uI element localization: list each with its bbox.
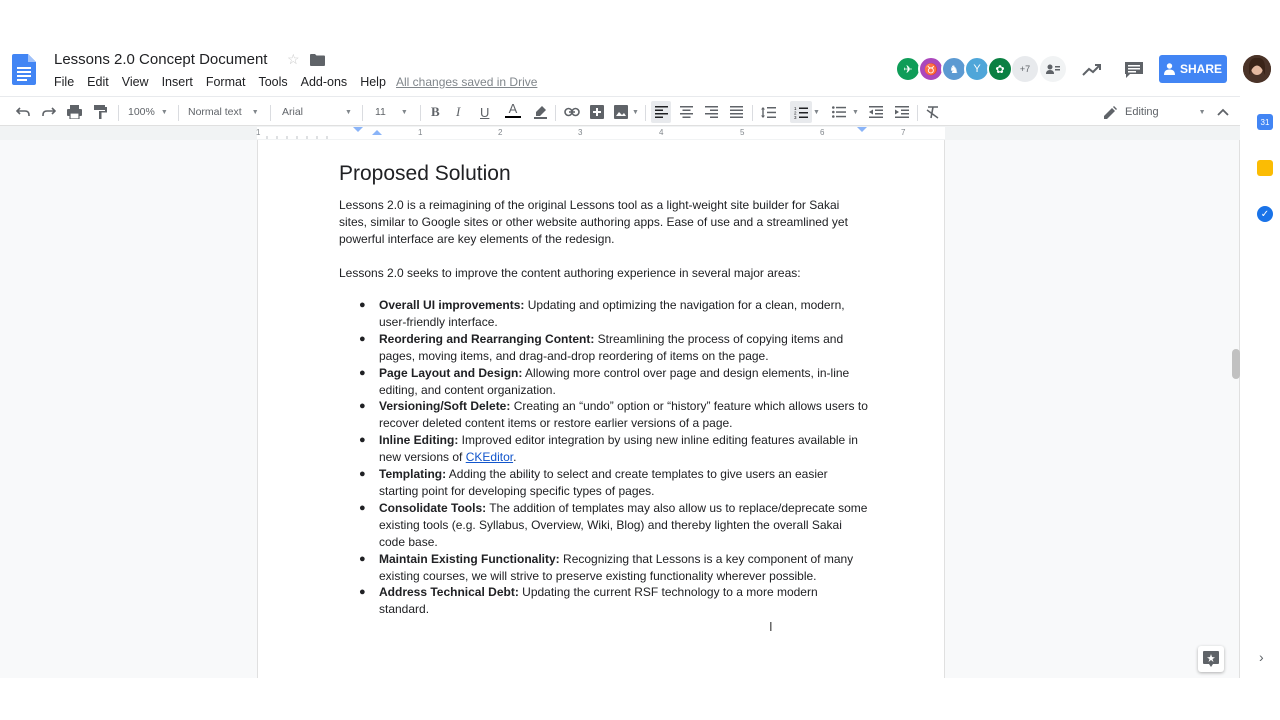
section-heading[interactable]: Proposed Solution (339, 162, 511, 185)
editing-mode-value: Editing (1125, 106, 1159, 118)
paragraph-style-dropdown[interactable] (188, 104, 259, 120)
ckeditor-link[interactable]: CKEditor (465, 450, 514, 465)
bold-icon[interactable]: B (431, 104, 440, 119)
italic-icon[interactable]: I (456, 104, 461, 119)
toolbar-divider (362, 105, 363, 121)
paint-format-icon[interactable] (94, 104, 107, 120)
caret-down-icon: ▼ (852, 108, 859, 116)
bottom-area (0, 678, 1280, 720)
menu-insert[interactable]: Insert (161, 75, 193, 89)
pencil-icon (1104, 106, 1117, 119)
side-panel (1241, 96, 1280, 678)
underline-icon[interactable]: U (480, 104, 490, 120)
ruler-page-area (257, 127, 945, 139)
collaborator-avatar[interactable]: ✿ (987, 56, 1013, 82)
menu-bar (54, 75, 399, 89)
collaborator-avatar[interactable]: Y (964, 56, 990, 82)
font-family-dropdown[interactable] (282, 104, 352, 120)
align-center-icon[interactable] (680, 104, 693, 120)
areas-intro-paragraph[interactable]: Lessons 2.0 seeks to improve the content authoring experience in several major areas: (339, 266, 801, 280)
top-margin (0, 0, 1280, 46)
document-title[interactable]: Lessons 2.0 Concept Document (54, 51, 268, 68)
menu-file[interactable]: File (54, 75, 75, 89)
menu-view[interactable]: View (121, 75, 149, 89)
comments-icon[interactable] (1123, 60, 1145, 80)
ruler-number: 1 (418, 128, 423, 137)
decrease-indent-icon[interactable] (869, 104, 883, 120)
ruler-number: 3 (578, 128, 583, 137)
insert-comment-icon[interactable] (590, 104, 604, 120)
undo-icon[interactable] (16, 104, 30, 120)
share-label: SHARE (1179, 62, 1222, 76)
star-icon[interactable]: ☆ (287, 51, 300, 67)
intro-paragraph[interactable]: Lessons 2.0 is a reimagining of the original Lessons tool as a light-weight site builder for Sakai sites, similar to Google sites or other website authoring apps. Ease of use and a streamlined yet powerful interface are key elements of the redesign. (339, 198, 848, 246)
align-right-icon[interactable] (705, 104, 718, 120)
collaborator-avatar[interactable]: ✈ (895, 56, 921, 82)
share-button[interactable] (1159, 55, 1227, 83)
list-item[interactable]: ● Page Layout and Design: Allowing more control over page and design elements, in-line editing, and content organization. (359, 365, 850, 397)
caret-down-icon: ▼ (345, 108, 352, 116)
menu-format[interactable]: Format (205, 75, 246, 89)
svg-text:2: 2 (794, 110, 797, 115)
toolbar-divider (118, 105, 119, 121)
collaborator-avatar[interactable]: ♞ (941, 56, 967, 82)
ruler-number: 2 (498, 128, 503, 137)
increase-indent-icon[interactable] (895, 104, 909, 120)
calendar-icon[interactable]: 31 (1257, 114, 1273, 130)
list-item[interactable]: ● Maintain Existing Functionality: Recognizing that Lessons is a key component of many existing courses, we will strive to preserve existing functionality wherever possible. (359, 551, 854, 583)
menu-tools[interactable]: Tools (258, 75, 288, 89)
toolbar-divider (178, 105, 179, 121)
ruler-number: 5 (740, 128, 745, 137)
collapse-menu-icon[interactable] (1217, 104, 1229, 120)
toolbar-divider (270, 105, 271, 121)
list-item[interactable]: ● Inline Editing: Improved editor integration by using new inline editing features available in new versions of CKEditor. (359, 433, 858, 465)
insert-image-icon[interactable] (614, 104, 639, 120)
line-spacing-icon[interactable] (761, 104, 776, 120)
bulleted-list-icon[interactable] (832, 104, 859, 120)
svg-text:3: 3 (794, 114, 797, 119)
caret-down-icon: ▼ (400, 108, 408, 116)
person-icon (1164, 63, 1175, 75)
menu-edit[interactable]: Edit (87, 75, 109, 89)
document-canvas (0, 140, 1240, 678)
google-docs-logo-icon[interactable] (12, 54, 36, 85)
caret-down-icon: ▼ (251, 108, 259, 116)
menu-help[interactable]: Help (360, 75, 386, 89)
ruler-number: 4 (659, 128, 664, 137)
ruler-number: 1 (256, 128, 261, 137)
vertical-scrollbar[interactable] (1232, 349, 1240, 379)
explore-button[interactable] (1198, 646, 1224, 672)
zoom-dropdown[interactable] (128, 104, 168, 120)
numbered-list-icon[interactable] (790, 101, 812, 123)
toolbar-divider (555, 105, 556, 121)
align-left-icon[interactable] (651, 101, 671, 123)
list-item[interactable]: ● Templating: Adding the ability to select and create templates to give users an easier starting point for developing specific types of pages. (359, 467, 828, 498)
tasks-icon[interactable]: ✓ (1257, 206, 1273, 222)
collaborator-avatar[interactable]: ♉ (918, 56, 944, 82)
print-icon[interactable] (67, 104, 82, 120)
ruler-number: 6 (820, 128, 825, 137)
toolbar-divider (917, 105, 918, 121)
list-item[interactable]: ● Address Technical Debt: Updating the current RSF technology to a more modern standard. (359, 585, 818, 617)
expand-panel-icon[interactable]: › (1259, 649, 1264, 665)
more-collaborators-badge[interactable]: +7 (1012, 56, 1038, 82)
list-item[interactable]: ● Versioning/Soft Delete: Creating an “undo” option or “history” feature which allows users to recover deleted content items or restore earlier versions of a page. (359, 399, 868, 431)
saved-status[interactable]: All changes saved in Drive (396, 75, 538, 89)
font-family-value: Arial (282, 106, 304, 118)
list-item[interactable]: ● Reordering and Rearranging Content: Streamlining the process of copying items and pages, moving items, and drag-and-drop reordering of items on the page. (359, 331, 844, 363)
folder-icon[interactable] (310, 54, 325, 66)
explore-icon (1203, 651, 1219, 667)
account-avatar[interactable] (1243, 55, 1271, 83)
toolbar-divider (645, 105, 646, 121)
paragraph-style-value: Normal text (188, 106, 242, 118)
align-justify-icon[interactable] (730, 104, 743, 120)
ruler (0, 126, 1240, 140)
improvement-areas-list (339, 297, 869, 618)
redo-icon[interactable] (42, 104, 56, 120)
highlight-color-icon[interactable] (534, 104, 547, 120)
font-size-dropdown[interactable] (375, 104, 408, 120)
toolbar-divider (752, 105, 753, 121)
text-cursor-icon: I (769, 619, 773, 634)
caret-down-icon: ▼ (632, 108, 639, 116)
caret-down-icon: ▼ (1198, 108, 1206, 116)
caret-down-icon: ▼ (160, 108, 168, 116)
collaborator-avatars (895, 56, 1066, 82)
formatting-toolbar (0, 96, 1240, 126)
insert-link-icon[interactable] (564, 104, 580, 120)
editing-mode-dropdown[interactable] (1104, 104, 1206, 120)
toolbar-divider (420, 105, 421, 121)
menu-addons[interactable]: Add-ons (300, 75, 348, 89)
chat-icon[interactable] (1040, 56, 1066, 82)
clear-formatting-icon[interactable] (926, 104, 940, 120)
text-color-icon[interactable]: A (505, 102, 521, 118)
list-item[interactable]: ● Overall UI improvements: Updating and optimizing the navigation for a clean, modern, user-friendly interface. (359, 298, 845, 329)
svg-text:1: 1 (794, 105, 797, 111)
zoom-value: 100% (128, 106, 155, 118)
activity-trend-icon[interactable] (1081, 60, 1103, 80)
font-size-value: 11 (375, 106, 386, 118)
keep-icon[interactable] (1257, 160, 1273, 176)
title-bar (0, 46, 1280, 96)
list-item[interactable]: ● Consolidate Tools: The addition of templates may also allow us to replace/deprecate some existing tools (e.g. Syllabus, Overview, Wiki, Blog) and thereby lighten the overall Sakai code base. (359, 500, 868, 549)
ruler-number: 7 (901, 128, 906, 137)
numbered-list-options-icon[interactable]: ▼ (813, 108, 820, 116)
document-page[interactable] (257, 140, 945, 678)
